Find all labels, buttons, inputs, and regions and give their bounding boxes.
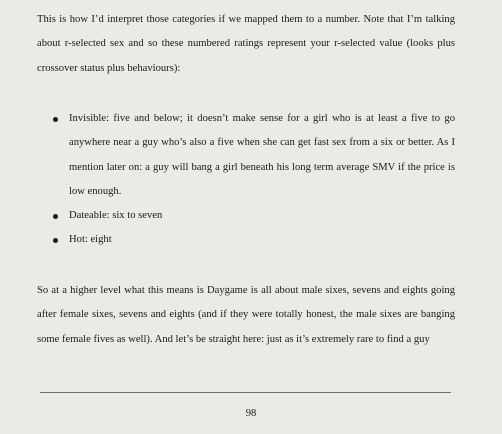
list-item-text: Hot: eight: [69, 234, 112, 246]
list-item-text: Invisible: five and below; it doesn’t make sense for a girl who is at least a five to go anywhere near a guy who’s also a five when she can get fast sex from a six or better. As I mention later on: a guy will bang a girl beneath his long term average SMV if the price is low enough.: [69, 113, 455, 197]
category-list: [37, 107, 455, 253]
list-item: [37, 107, 455, 204]
bullet-icon: [53, 117, 58, 122]
footer-divider: [40, 392, 451, 393]
bullet-icon: [53, 214, 58, 219]
list-item: [37, 204, 455, 228]
bullet-icon: [53, 238, 58, 243]
body-paragraph: So at a higher level what this means is Daygame is all about male sixes, sevens and eights going after female sixes, sevens and eights (and if they were totally honest, the male sixes are banging some female fives as well). And let’s be straight here: just as it’s extremely rare to find a guy: [37, 285, 455, 345]
list-item: [37, 228, 455, 252]
intro-paragraph: This is how I’d interpret those categories if we mapped them to a number. Note that I’m talking about r-selected sex and so these numbered ratings represent your r-selected value (looks plus crossover status plus behaviours):: [37, 14, 455, 74]
page-number: 98: [245, 408, 257, 419]
list-item-text: Dateable: six to seven: [69, 210, 163, 222]
